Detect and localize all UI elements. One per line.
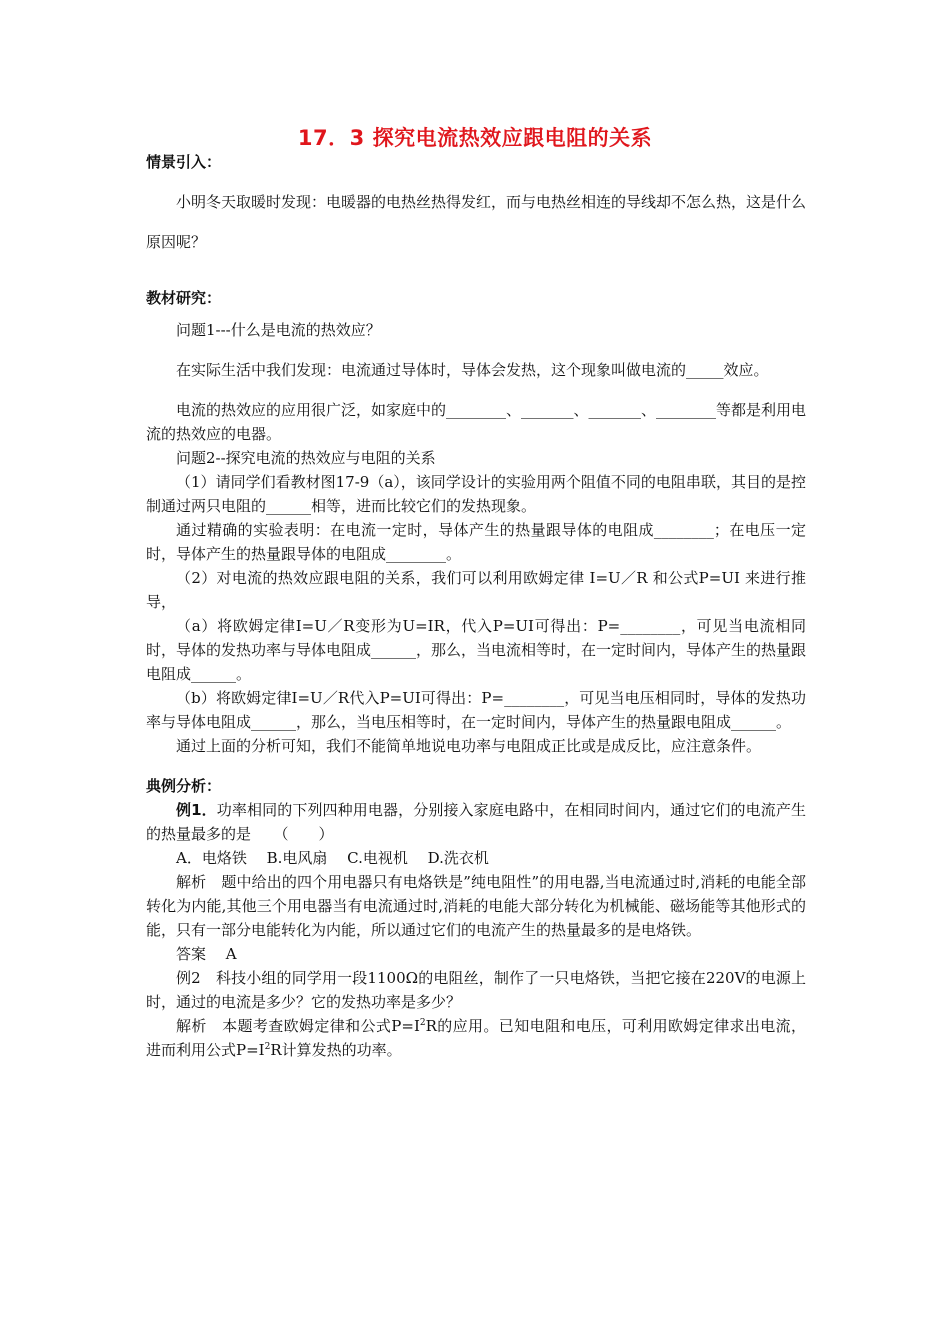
question-2-part-1: （1）请同学们看教材图17-9（a），该同学设计的实验用两个阻值不同的电阻串联，其目的是控制通过两只电阻的______相等，进而比较它们的发热现象。 [146, 473, 806, 515]
study-heading: 教材研究： [146, 289, 222, 307]
example-2-analysis-text-c: R计算发热的功率。 [270, 1041, 402, 1059]
question-2-part-2: 通过精确的实验表明：在电流一定时，导体产生的热量跟导体的电阻成________；在电压一定时，导体产生的热量跟导体的电阻成________。 [146, 521, 806, 563]
question-2-title: 问题2--探究电流的热效应与电阻的关系 [176, 449, 436, 467]
example-2-analysis [146, 1014, 806, 1062]
example-1-question [146, 798, 806, 846]
intro-text: 小明冬天取暖时发现：电暖器的电热丝热得发红，而与电热丝相连的导线却不怎么热，这是什么原因呢？ [146, 193, 807, 251]
document-body [146, 150, 806, 1062]
example-1-label: 例1． [176, 801, 217, 819]
example-1-analysis: 解析 题中给出的四个用电器只有电烙铁是”纯电阻性”的用电器,当电流通过时,消耗的电能全部转化为内能,其他三个用电器当有电流通过时,消耗的电能大部分转化为机械能、磁场能等其他形式的能，只有一部分电能转化为内能，所以通过它们的电流产生的热量最多的是电烙铁。 [146, 873, 806, 939]
example-1-options: A．电烙铁 B.电风扇 C.电视机 D.洗衣机 [176, 849, 489, 867]
examples-heading: 典例分析： [146, 777, 222, 795]
example-2-superscript-2: 2 [264, 1042, 271, 1052]
question-1-applications: 电流的热效应的应用很广泛，如家庭中的________、_______、_______、________等都是利用电流的热效应的电器。 [146, 401, 807, 443]
example-2-analysis-text-b: R的应用。已知电阻和电压，可利用欧姆定律求出电流，进而利用公式P=I [146, 1017, 807, 1059]
example-1-answer: 答案 A [176, 945, 237, 963]
question-2-part-4: （a）将欧姆定律I=U／R变形为U=IR，代入P=UI可得出：P=________，可见当电流相同时，导体的发热功率与导体电阻成______，那么，当电流相等时，在一定时间内，导体产生的热量跟电阻成______。 [146, 617, 807, 683]
example-2-analysis-text-a: 解析 本题考查欧姆定律和公式P=I [176, 1017, 420, 1035]
question-1-text: 在实际生活中我们发现：电流通过导体时，导体会发热，这个现象叫做电流的_____效应。 [176, 361, 769, 379]
question-2-part-3: （2）对电流的热效应跟电阻的关系，我们可以利用欧姆定律 I=U／R 和公式P=UI 来进行推导， [146, 569, 806, 611]
question-2-part-5: （b）将欧姆定律I=U／R代入P=UI可得出：P=________，可见当电压相同时，导体的发热功率与导体电阻成______，那么，当电压相等时，在一定时间内，导体产生的热量跟电阻成______。 [146, 689, 806, 731]
example-1-text: 功率相同的下列四种用电器，分别接入家庭电路中，在相同时间内，通过它们的电流产生的热量最多的是 （ ） [146, 801, 806, 843]
page-title: 17．3 探究电流热效应跟电阻的关系 [297, 126, 653, 150]
question-1-title: 问题1---什么是电流的热效应？ [176, 321, 381, 339]
question-2-part-6: 通过上面的分析可知，我们不能简单地说电功率与电阻成正比或是成反比，应注意条件。 [176, 737, 762, 755]
example-2-superscript-1: 2 [419, 1018, 426, 1028]
example-2-question: 例2 科技小组的同学用一段1100Ω的电阻丝，制作了一只电烙铁，当把它接在220V的电源上时，通过的电流是多少？它的发热功率是多少？ [146, 969, 806, 1011]
intro-heading: 情景引入： [146, 153, 222, 171]
